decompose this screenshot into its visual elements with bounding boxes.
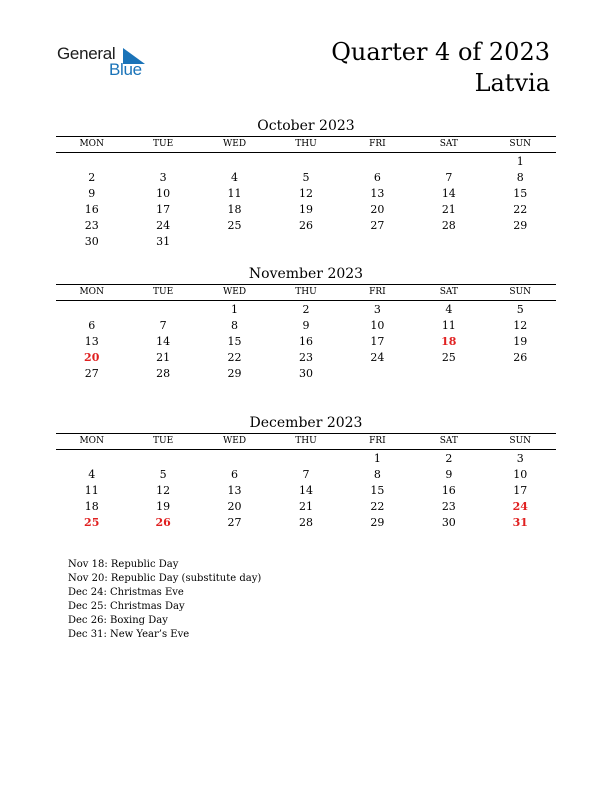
day-cell: 25 xyxy=(227,219,242,232)
day-cell: 6 xyxy=(88,319,96,332)
weekday-header: FRI xyxy=(369,436,386,446)
week-row xyxy=(56,186,556,202)
day-cell: 19 xyxy=(156,500,171,513)
weekday-header: THU xyxy=(295,287,317,297)
generalblue-logo xyxy=(57,44,157,84)
holiday-item: Dec 24: Christmas Eve xyxy=(68,587,184,598)
day-cell: 20 xyxy=(227,500,242,513)
day-cell: 7 xyxy=(159,319,167,332)
day-cell: 21 xyxy=(441,203,456,216)
weekday-header: FRI xyxy=(369,139,386,149)
day-cell: 11 xyxy=(84,484,99,497)
day-cell: 13 xyxy=(227,484,242,497)
day-cell: 17 xyxy=(370,335,385,348)
empty-day-cell xyxy=(270,234,341,250)
day-cell: 15 xyxy=(227,335,242,348)
day-cell: 3 xyxy=(373,303,381,316)
day-cell: 14 xyxy=(156,335,171,348)
day-cell: 19 xyxy=(513,335,528,348)
day-cell: 5 xyxy=(516,303,524,316)
empty-day-cell xyxy=(270,451,341,467)
month-october xyxy=(56,116,556,250)
day-cell: 29 xyxy=(227,367,242,380)
day-cell: 15 xyxy=(370,484,385,497)
day-cell: 3 xyxy=(516,452,524,465)
day-cell: 5 xyxy=(159,468,167,481)
day-cell: 2 xyxy=(445,452,453,465)
weekday-header: SUN xyxy=(509,139,532,149)
weekday-header: SUN xyxy=(509,436,532,446)
day-cell: 19 xyxy=(298,203,313,216)
empty-day-cell xyxy=(270,154,341,170)
day-cell: 26 xyxy=(513,351,528,364)
weekday-header: FRI xyxy=(369,287,386,297)
day-cell: 3 xyxy=(159,171,167,184)
empty-day-cell xyxy=(127,154,198,170)
day-cell: 25 xyxy=(84,516,100,529)
day-cell: 20 xyxy=(84,351,100,364)
empty-day-cell xyxy=(199,154,270,170)
day-cell: 10 xyxy=(156,187,171,200)
empty-day-cell xyxy=(413,234,484,250)
empty-day-cell xyxy=(56,154,127,170)
empty-day-cell xyxy=(342,366,413,382)
empty-day-cell xyxy=(199,234,270,250)
week-row xyxy=(56,483,556,499)
day-cell: 16 xyxy=(298,335,313,348)
day-cell: 11 xyxy=(441,319,456,332)
month-title: November 2023 xyxy=(248,266,364,282)
weekday-header: TUE xyxy=(153,139,174,149)
empty-day-cell xyxy=(413,154,484,170)
weekday-header-row xyxy=(56,284,556,301)
day-cell: 11 xyxy=(227,187,242,200)
day-cell: 9 xyxy=(445,468,453,481)
day-cell: 31 xyxy=(512,516,528,529)
weekday-header: SAT xyxy=(439,287,458,297)
weekday-header-row xyxy=(56,433,556,450)
empty-day-cell xyxy=(127,451,198,467)
week-row xyxy=(56,451,556,467)
empty-day-cell xyxy=(342,234,413,250)
day-cell: 30 xyxy=(298,367,313,380)
day-cell: 15 xyxy=(513,187,528,200)
quarter-title: Quarter 4 of 2023 xyxy=(331,38,550,66)
day-cell: 20 xyxy=(370,203,385,216)
empty-day-cell xyxy=(199,451,270,467)
day-cell: 2 xyxy=(88,171,96,184)
weekday-header: TUE xyxy=(153,287,174,297)
day-cell: 4 xyxy=(88,468,96,481)
day-cell: 26 xyxy=(155,516,171,529)
day-cell: 18 xyxy=(84,500,99,513)
empty-day-cell xyxy=(56,302,127,318)
week-row xyxy=(56,302,556,318)
holiday-item: Nov 18: Republic Day xyxy=(68,559,179,570)
day-cell: 16 xyxy=(84,203,99,216)
weekday-header: TUE xyxy=(153,436,174,446)
week-row xyxy=(56,154,556,170)
day-cell: 24 xyxy=(370,351,385,364)
day-cell: 6 xyxy=(231,468,239,481)
day-cell: 30 xyxy=(84,235,99,248)
day-cell: 2 xyxy=(302,303,310,316)
day-cell: 21 xyxy=(298,500,313,513)
day-cell: 27 xyxy=(370,219,385,232)
day-cell: 12 xyxy=(298,187,313,200)
week-row xyxy=(56,467,556,483)
day-cell: 8 xyxy=(373,468,381,481)
month-december xyxy=(56,413,556,531)
empty-day-cell xyxy=(56,451,127,467)
day-cell: 7 xyxy=(445,171,453,184)
day-cell: 22 xyxy=(513,203,528,216)
week-row xyxy=(56,499,556,515)
day-cell: 21 xyxy=(156,351,171,364)
month-title: December 2023 xyxy=(249,415,363,431)
week-row xyxy=(56,202,556,218)
day-cell: 23 xyxy=(84,219,99,232)
day-cell: 12 xyxy=(156,484,171,497)
day-cell: 1 xyxy=(373,452,381,465)
weekday-header: THU xyxy=(295,436,317,446)
empty-day-cell xyxy=(342,154,413,170)
day-cell: 8 xyxy=(231,319,239,332)
day-cell: 8 xyxy=(516,171,524,184)
day-cell: 6 xyxy=(373,171,381,184)
logo-general-text: General xyxy=(57,44,116,63)
day-cell: 4 xyxy=(445,303,453,316)
weekday-header-row xyxy=(56,136,556,153)
empty-day-cell xyxy=(413,366,484,382)
day-cell: 9 xyxy=(302,319,310,332)
month-title: October 2023 xyxy=(257,118,355,134)
week-row xyxy=(56,515,556,531)
day-cell: 29 xyxy=(513,219,528,232)
day-cell: 31 xyxy=(156,235,171,248)
day-cell: 14 xyxy=(298,484,313,497)
week-row xyxy=(56,318,556,334)
day-cell: 10 xyxy=(513,468,528,481)
day-cell: 25 xyxy=(441,351,456,364)
day-cell: 22 xyxy=(370,500,385,513)
day-cell: 4 xyxy=(231,171,239,184)
page-title xyxy=(331,37,550,99)
day-cell: 13 xyxy=(84,335,99,348)
day-cell: 28 xyxy=(156,367,171,380)
holiday-item: Dec 26: Boxing Day xyxy=(68,615,168,626)
holiday-item: Dec 31: New Year’s Eve xyxy=(68,629,190,640)
weekday-header: MON xyxy=(79,287,104,297)
weekday-header: WED xyxy=(223,287,247,297)
day-cell: 26 xyxy=(298,219,313,232)
weekday-header: SAT xyxy=(439,139,458,149)
day-cell: 28 xyxy=(441,219,456,232)
holiday-item: Dec 25: Christmas Day xyxy=(68,601,185,612)
week-row xyxy=(56,350,556,366)
day-cell: 24 xyxy=(156,219,171,232)
day-cell: 22 xyxy=(227,351,242,364)
empty-day-cell xyxy=(127,302,198,318)
day-cell: 18 xyxy=(441,335,457,348)
country-title: Latvia xyxy=(474,69,550,97)
weekday-header: MON xyxy=(79,139,104,149)
weekday-header: SUN xyxy=(509,287,532,297)
weekday-header: MON xyxy=(79,436,104,446)
weekday-header: WED xyxy=(223,436,247,446)
empty-day-cell xyxy=(485,366,556,382)
weekday-header: THU xyxy=(295,139,317,149)
day-cell: 1 xyxy=(516,155,524,168)
day-cell: 23 xyxy=(441,500,456,513)
week-row xyxy=(56,234,556,250)
logo-blue-text: Blue xyxy=(109,60,142,79)
week-row xyxy=(56,334,556,350)
day-cell: 10 xyxy=(370,319,385,332)
day-cell: 14 xyxy=(441,187,456,200)
day-cell: 27 xyxy=(84,367,99,380)
week-row xyxy=(56,170,556,186)
day-cell: 17 xyxy=(513,484,528,497)
day-cell: 29 xyxy=(370,516,385,529)
day-cell: 7 xyxy=(302,468,310,481)
day-cell: 9 xyxy=(88,187,96,200)
weekday-header: SAT xyxy=(439,436,458,446)
weekday-header: WED xyxy=(223,139,247,149)
holiday-list xyxy=(68,558,261,642)
day-cell: 18 xyxy=(227,203,242,216)
day-cell: 30 xyxy=(441,516,456,529)
day-cell: 16 xyxy=(441,484,456,497)
week-row xyxy=(56,366,556,382)
day-cell: 13 xyxy=(370,187,385,200)
day-cell: 12 xyxy=(513,319,528,332)
holiday-item: Nov 20: Republic Day (substitute day) xyxy=(68,573,262,584)
day-cell: 17 xyxy=(156,203,171,216)
day-cell: 23 xyxy=(298,351,313,364)
day-cell: 24 xyxy=(512,500,528,513)
day-cell: 27 xyxy=(227,516,242,529)
day-cell: 28 xyxy=(298,516,313,529)
week-row xyxy=(56,218,556,234)
month-november xyxy=(56,264,556,382)
day-cell: 1 xyxy=(231,303,239,316)
day-cell: 5 xyxy=(302,171,310,184)
empty-day-cell xyxy=(485,234,556,250)
